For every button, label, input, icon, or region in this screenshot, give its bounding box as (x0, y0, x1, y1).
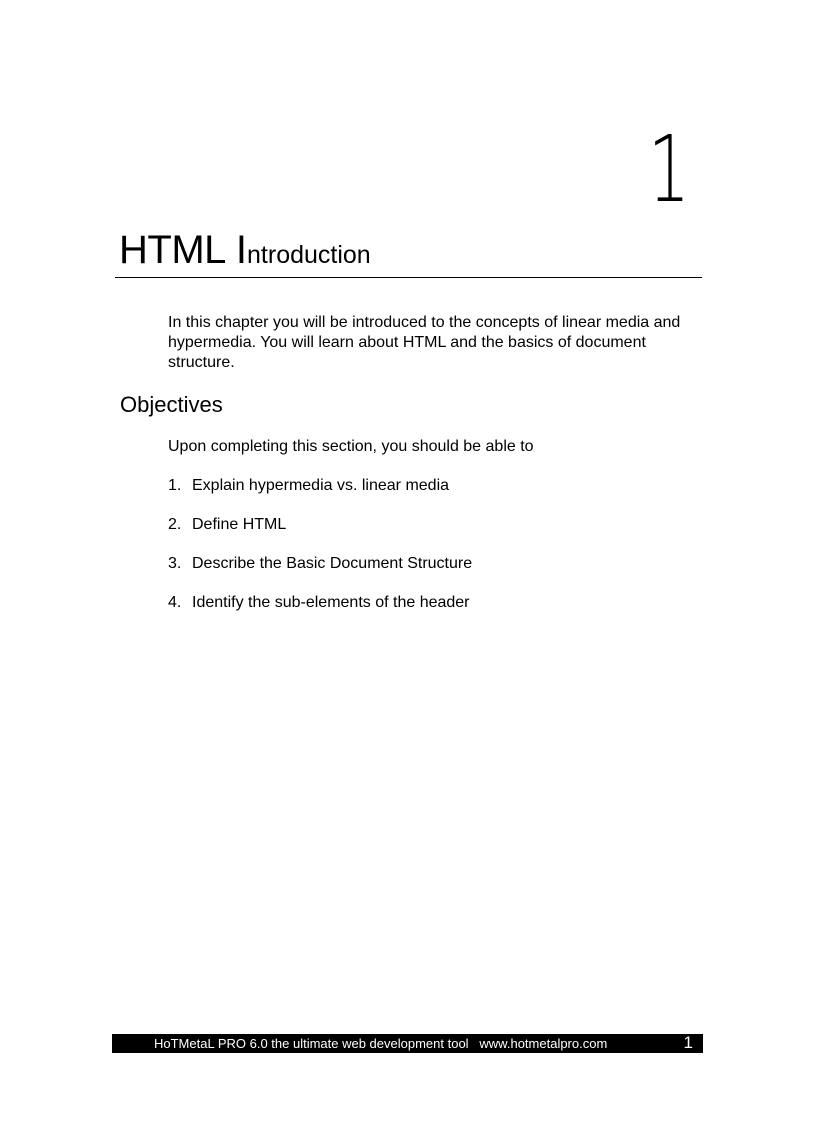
intro-paragraph: In this chapter you will be introduced to the concepts of linear media and hypermedia. You will learn about HTML and the basics of document structure. (168, 314, 681, 371)
list-item-text: Describe the Basic Document Structure (192, 555, 473, 572)
chapter-title (119, 226, 371, 279)
list-item-number: 1. (168, 477, 182, 494)
list-item-text: Explain hypermedia vs. linear media (192, 477, 450, 494)
chapter-title-rest: ntroduction (247, 241, 371, 269)
chapter-title-initial: I (235, 228, 248, 272)
objectives-heading: Objectives (120, 392, 223, 417)
page-number: 1 (683, 1033, 693, 1052)
list-item-text: Identify the sub-elements of the header (192, 594, 470, 611)
title-divider (115, 277, 702, 278)
list-item-number: 2. (168, 516, 182, 533)
chapter-number: 1 (647, 116, 690, 223)
list-item (168, 554, 472, 593)
list-item-number: 4. (168, 594, 182, 611)
list-item-number: 3. (168, 555, 182, 572)
list-item-text: Define HTML (192, 516, 287, 533)
chapter-title-main: HTML (119, 228, 226, 272)
objectives-lead: Upon completing this section, you should be able to (168, 438, 534, 455)
list-item (168, 476, 472, 515)
list-item (168, 515, 472, 554)
objectives-list (168, 476, 472, 632)
footer-text: HoTMetaL PRO 6.0 the ultimate web development tool www.hotmetalpro.com (154, 1036, 608, 1051)
page-footer (112, 1034, 703, 1053)
list-item (168, 593, 472, 632)
